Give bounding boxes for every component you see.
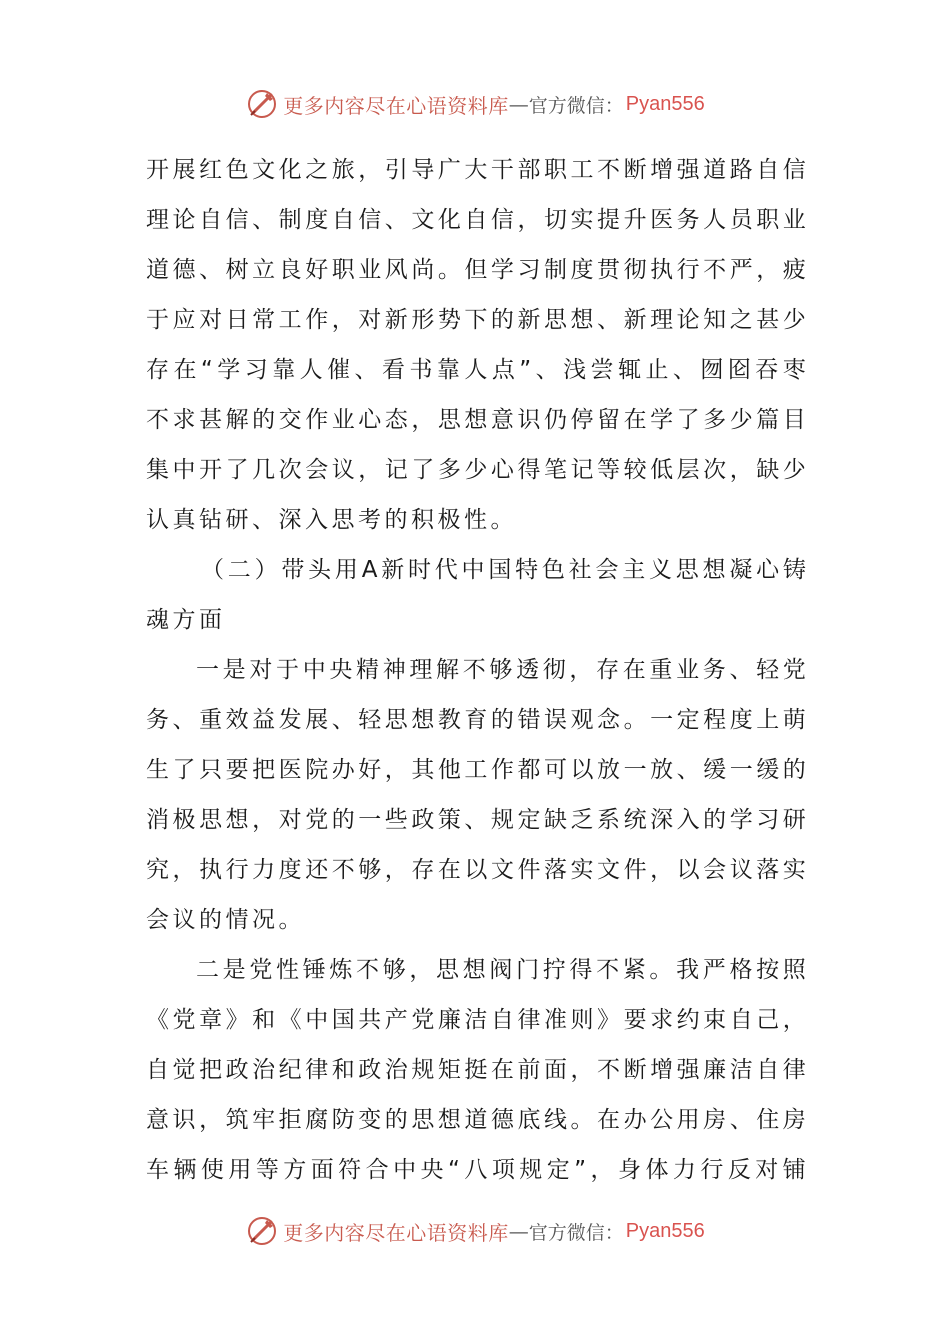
body-text-line: 意 识 ， 筑 牢 拒 腐 防 变 的 思 想 道 德 底 线 。 在 办 公 用 房 、 住 房 <box>146 1107 806 1133</box>
footer-banner <box>0 1211 950 1251</box>
body-text-line: 生 了 只 要 把 医 院 办 好 ， 其 他 工 作 都 可 以 放 一 放 、 缓 一 缓 的 <box>146 757 806 783</box>
pen-seal-icon <box>245 1214 279 1248</box>
body-text-line: 开 展 红 色 文 化 之 旅 ， 引 导 广 大 干 部 职 工 不 断 增 强 道 路 自 信 <box>146 157 806 183</box>
body-text-line: 自 觉 把 政 治 纪 律 和 政 治 规 矩 挺 在 前 面 ， 不 断 增 强 廉 洁 自 律 <box>146 1057 806 1083</box>
body-text-line: 究 ， 执 行 力 度 还 不 够 ， 存 在 以 文 件 落 实 文 件 ， 以 会 议 落 实 <box>146 857 806 883</box>
body-text-line: 集 中 开 了 几 次 会 议 ， 记 了 多 少 心 得 笔 记 等 较 低 层 次 ， 缺 少 <box>146 457 806 483</box>
body-text-line: 务 、 重 效 益 发 展 、 轻 思 想 教 育 的 错 误 观 念 。 一 定 程 度 上 萌 <box>146 707 806 733</box>
pen-seal-icon <box>245 87 279 121</box>
banner-text: 更多内容尽在心语资料库 <box>283 93 509 118</box>
body-text-line: 一 是 对 于 中 央 精 神 理 解 不 够 透 彻 ， 存 在 重 业 务 、 轻 党 <box>196 657 806 683</box>
body-text-line: （ 二 ） 带 头 用 A 新 时 代 中 国 特 色 社 会 主 义 思 想 凝 心 铸 <box>201 557 806 583</box>
body-text-line: 认真钻研、深入思考的积极性。 <box>146 507 517 533</box>
banner-dash: — <box>508 1219 529 1243</box>
body-text-line: 理 论 自 信 、 制 度 自 信 、 文 化 自 信 ， 切 实 提 升 医 务 人 员 职 业 <box>146 207 806 233</box>
body-text-line: 魂方面 <box>146 607 226 633</box>
body-text-line: 二 是 党 性 锤 炼 不 够 ， 思 想 阀 门 拧 得 不 紧 。 我 严 格 按 照 <box>196 957 806 983</box>
document-body <box>146 145 806 1195</box>
body-text-line: 存 在 “ 学 习 靠 人 催 、 看 书 靠 人 点 ” 、 浅 尝 辄 止 、 囫 囵 吞 枣 <box>146 357 806 383</box>
body-text-line: 车 辆 使 用 等 方 面 符 合 中 央 “ 八 项 规 定 ” ， 身 体 力 行 反 对 铺 <box>146 1157 806 1183</box>
banner-wechat-label: 官方微信： <box>528 1221 624 1244</box>
body-text-line: 消 极 思 想 ， 对 党 的 一 些 政 策 、 规 定 缺 乏 系 统 深 入 的 学 习 研 <box>146 807 806 833</box>
banner-wechat-id: Pyan556 <box>625 1219 705 1242</box>
body-text-line: 《 党 章 》 和 《 中 国 共 产 党 廉 洁 自 律 准 则 》 要 求 约 束 自 己 ， <box>146 1007 806 1033</box>
body-text-line: 会议的情况。 <box>146 907 305 933</box>
banner-wechat-label: 官方微信： <box>528 94 624 117</box>
body-text-line: 于 应 对 日 常 工 作 ， 对 新 形 势 下 的 新 思 想 、 新 理 论 知 之 甚 少 <box>146 307 806 333</box>
header-banner <box>0 84 950 124</box>
banner-dash: — <box>508 92 529 116</box>
banner-wechat-id: Pyan556 <box>625 92 705 115</box>
body-text-line: 不 求 甚 解 的 交 作 业 心 态 ， 思 想 意 识 仍 停 留 在 学 了 多 少 篇 目 <box>146 407 806 433</box>
banner-text: 更多内容尽在心语资料库 <box>283 1220 509 1245</box>
body-text-line: 道 德 、 树 立 良 好 职 业 风 尚 。 但 学 习 制 度 贯 彻 执 行 不 严 ， 疲 <box>146 257 806 283</box>
